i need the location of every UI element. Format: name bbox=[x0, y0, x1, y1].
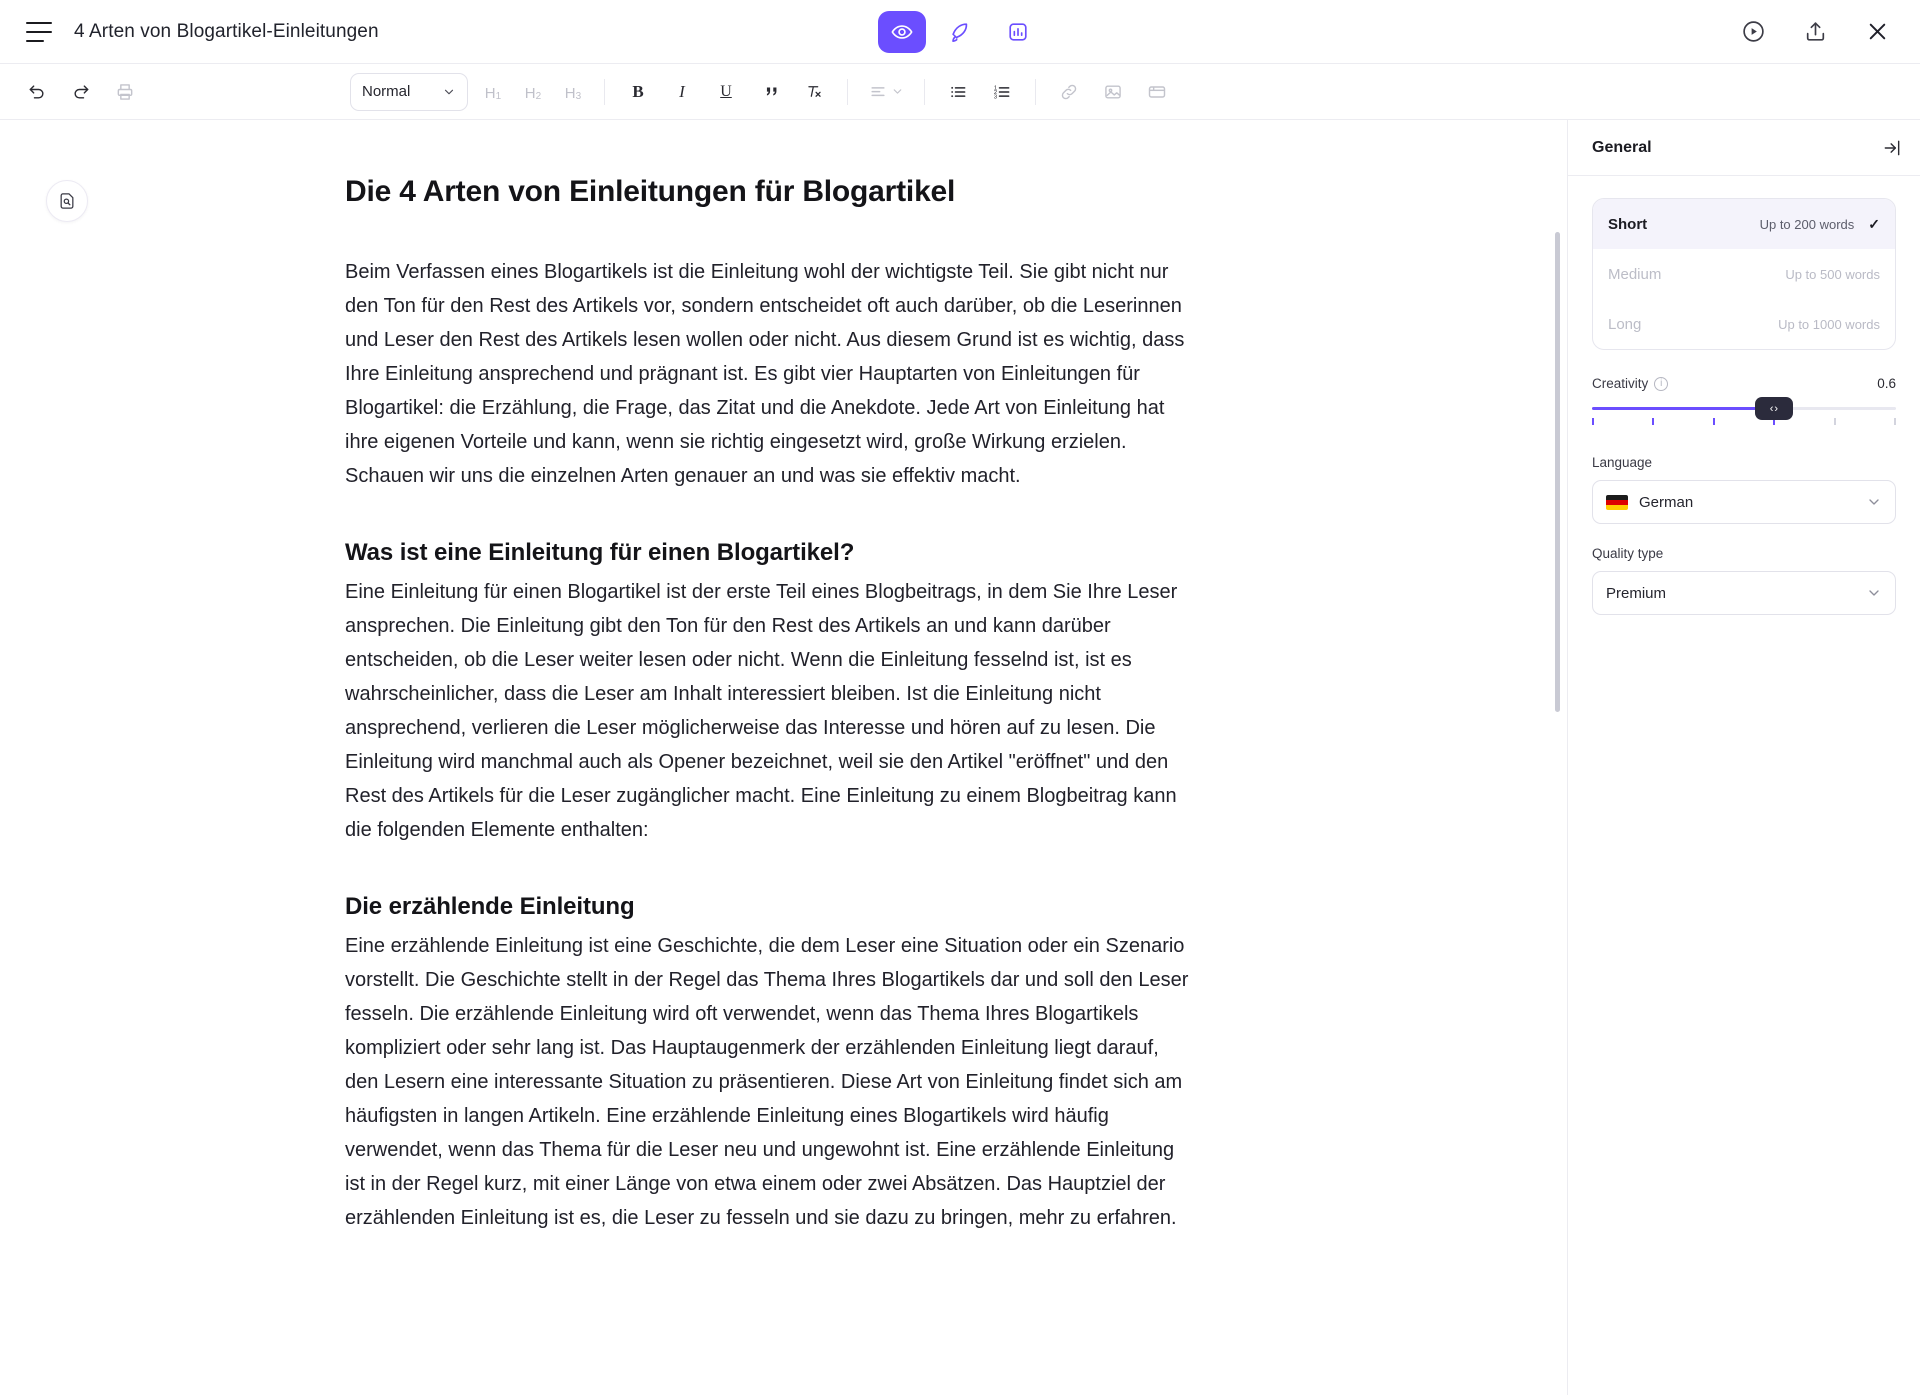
slider-ticks bbox=[1592, 418, 1896, 425]
bold-button[interactable]: B bbox=[619, 73, 657, 111]
section-heading: Die erzählende Einleitung bbox=[345, 893, 635, 920]
length-option-sub: Up to 200 words bbox=[1759, 216, 1855, 232]
info-icon[interactable]: i bbox=[1654, 377, 1668, 391]
align-icon bbox=[868, 82, 888, 102]
creativity-label: Creativity bbox=[1592, 376, 1649, 391]
mode-switch-group bbox=[878, 11, 1042, 53]
share-icon[interactable] bbox=[1798, 15, 1832, 49]
underline-button[interactable]: U bbox=[707, 73, 745, 111]
language-value: German bbox=[1639, 493, 1694, 511]
length-option-label: Long bbox=[1608, 315, 1642, 333]
bullet-list-icon[interactable] bbox=[939, 73, 977, 111]
section-paragraph: Eine Einleitung für einen Blogartikel ist der erste Teil eines Blogbeitrags, in dem Sie Ihre Leser ansprechen. Die Einleitung gibt den Ton für den Rest des Artikels an und kann darüber entscheiden, ob die Leser weiter lesen oder nicht. Wenn die Einleitung fesselnd ist, ist es wahrscheinlicher, dass die Leser am Inhalt interessiert bleiben. Ist die Einleitung nicht ansprechend, verlieren die Leser möglicherweise das Interesse und hören auf zu lesen. Die Einleitung wird manchmal auch als Opener bezeichnet, weil sie den Artikel "eröffnet" und den Rest des Artikels für die Leser zugänglicher macht. Eine Einleitung zu einem Blogbeitrag kann die folgenden Elemente enthalten: bbox=[345, 581, 1178, 841]
top-bar bbox=[0, 0, 1920, 64]
document-canvas[interactable] bbox=[0, 120, 1567, 1395]
slider-fill bbox=[1592, 407, 1774, 410]
chevron-down-icon bbox=[1866, 585, 1882, 601]
quality-value: Premium bbox=[1606, 584, 1667, 602]
check-icon: ✓ bbox=[1868, 215, 1880, 232]
insert-group bbox=[1050, 73, 1176, 111]
quality-select[interactable] bbox=[1592, 571, 1896, 615]
document-section bbox=[345, 539, 1193, 847]
workspace bbox=[0, 120, 1920, 1395]
collapse-panel-icon[interactable] bbox=[1878, 134, 1906, 162]
length-option-label: Short bbox=[1608, 215, 1648, 233]
link-icon[interactable] bbox=[1050, 73, 1088, 111]
page-title: 4 Arten von Blogartikel-Einleitungen bbox=[74, 20, 379, 42]
image-icon[interactable] bbox=[1094, 73, 1132, 111]
section-heading: Was ist eine Einleitung für einen Blogartikel? bbox=[345, 539, 855, 566]
editor-pane bbox=[0, 120, 1568, 1395]
length-option-short[interactable] bbox=[1593, 199, 1895, 249]
chevron-down-icon bbox=[891, 85, 904, 98]
panel-header bbox=[1568, 120, 1920, 176]
play-circle-icon[interactable] bbox=[1736, 15, 1770, 49]
svg-text:2: 2 bbox=[993, 89, 998, 96]
heading-3-button[interactable]: H 3 bbox=[564, 84, 582, 102]
toolbar-divider bbox=[1035, 79, 1036, 105]
history-group bbox=[18, 73, 144, 111]
slider-thumb[interactable]: ‹› bbox=[1755, 397, 1793, 420]
length-option-long[interactable] bbox=[1593, 299, 1895, 349]
length-option-medium[interactable] bbox=[1593, 249, 1895, 299]
list-group bbox=[939, 73, 1021, 111]
document-section bbox=[345, 893, 1193, 1235]
clear-format-icon[interactable] bbox=[795, 73, 833, 111]
length-option-label: Medium bbox=[1608, 265, 1662, 283]
svg-text:3: 3 bbox=[993, 93, 998, 100]
redo-icon[interactable] bbox=[62, 73, 100, 111]
preview-mode-button[interactable] bbox=[878, 11, 926, 53]
language-select[interactable] bbox=[1592, 480, 1896, 524]
section-paragraph: Eine erzählende Einleitung ist eine Geschichte, die dem Leser eine Situation oder ein Szenario vorstellt. Die Geschichte stellt in der Regel das Thema Ihres Blogartikels dar und soll den Leser fesseln. Die erzählende Einleitung wird oft verwendet, wenn das Thema Ihres Blogartikels kompliziert oder sehr lang ist. Das Hauptaugenmerk der erzählenden Einleitung liegt darauf, den Lesern eine interessante Situation zu präsentieren. Diese Art von Einleitung findet sich am häufigsten in langen Artikeln. Eine erzählende Einleitung eines Blogartikels wird häufig verwendet, wenn das Thema für die Leser neu und ungewohnt ist. Eine erzählende Einleitung ist in der Regel kurz, mit einer Länge von etwa einem oder zwei Absätzen. Das Hauptziel der erzählenden Einleitung ist es, die Leser zu fesseln und sie dazu zu bringen, mehr zu erfahren. bbox=[345, 935, 1189, 1229]
creativity-value: 0.6 bbox=[1877, 376, 1896, 391]
numbered-list-icon[interactable] bbox=[983, 73, 1021, 111]
document-heading: Die 4 Arten von Einleitungen für Blogartikel bbox=[345, 175, 956, 208]
close-icon[interactable] bbox=[1860, 15, 1894, 49]
heading-2-button[interactable]: H 2 bbox=[524, 84, 542, 102]
length-option-sub: Up to 1000 words bbox=[1778, 316, 1880, 332]
settings-panel bbox=[1568, 120, 1920, 1395]
creativity-label-row bbox=[1592, 376, 1896, 391]
print-icon[interactable] bbox=[106, 73, 144, 111]
length-option-sub: Up to 500 words bbox=[1785, 266, 1880, 282]
analytics-mode-button[interactable] bbox=[994, 11, 1042, 53]
undo-icon[interactable] bbox=[18, 73, 56, 111]
media-icon[interactable] bbox=[1138, 73, 1176, 111]
panel-body bbox=[1568, 176, 1920, 637]
italic-button[interactable]: I bbox=[663, 73, 701, 111]
hamburger-icon[interactable] bbox=[26, 22, 52, 42]
toolbar-divider bbox=[604, 79, 605, 105]
boost-mode-button[interactable] bbox=[936, 11, 984, 53]
quality-label: Quality type bbox=[1592, 546, 1664, 561]
toolbar-divider bbox=[847, 79, 848, 105]
paragraph-style-select[interactable] bbox=[350, 73, 468, 111]
chevron-down-icon bbox=[442, 85, 456, 99]
paragraph-style-value: Normal bbox=[362, 83, 411, 100]
svg-text:1: 1 bbox=[993, 85, 998, 91]
german-flag-icon bbox=[1606, 495, 1628, 510]
creativity-slider[interactable] bbox=[1592, 401, 1896, 435]
toolbar-divider bbox=[924, 79, 925, 105]
align-button[interactable] bbox=[862, 73, 910, 111]
chevron-down-icon bbox=[1866, 494, 1882, 510]
text-format-group bbox=[619, 73, 833, 111]
heading-group bbox=[476, 73, 590, 111]
length-options-group bbox=[1592, 198, 1896, 350]
editor-scrollbar[interactable] bbox=[1555, 232, 1560, 712]
language-label: Language bbox=[1592, 455, 1653, 470]
top-bar-actions bbox=[1736, 15, 1894, 49]
formatting-toolbar bbox=[0, 64, 1920, 120]
panel-title: General bbox=[1592, 138, 1652, 156]
quote-icon[interactable] bbox=[751, 73, 789, 111]
heading-1-button[interactable]: H 1 bbox=[484, 84, 502, 102]
document-intro-paragraph: Beim Verfassen eines Blogartikels ist die Einleitung wohl der wichtigste Teil. Sie gibt nicht nur den Ton für den Rest des Artikels vor, sondern entscheidet oft auch darüber, ob die Leserinnen und Leser den Rest des Artikels lesen wollen oder nicht. Aus diesem Grund ist es wichtig, dass Ihre Einleitung ansprechend und prägnant ist. Es gibt vier Hauptarten von Einleitungen für Blogartikel: die Erzählung, die Frage, das Zitat und die Anekdote. Jede Art von Einleitung hat ihre eigenen Vorteile und kann, wenn sie richtig eingesetzt wird, große Wirkung erzielen. Schauen wir uns die einzelnen Arten genauer an und was sie effektiv macht. bbox=[345, 261, 1185, 487]
